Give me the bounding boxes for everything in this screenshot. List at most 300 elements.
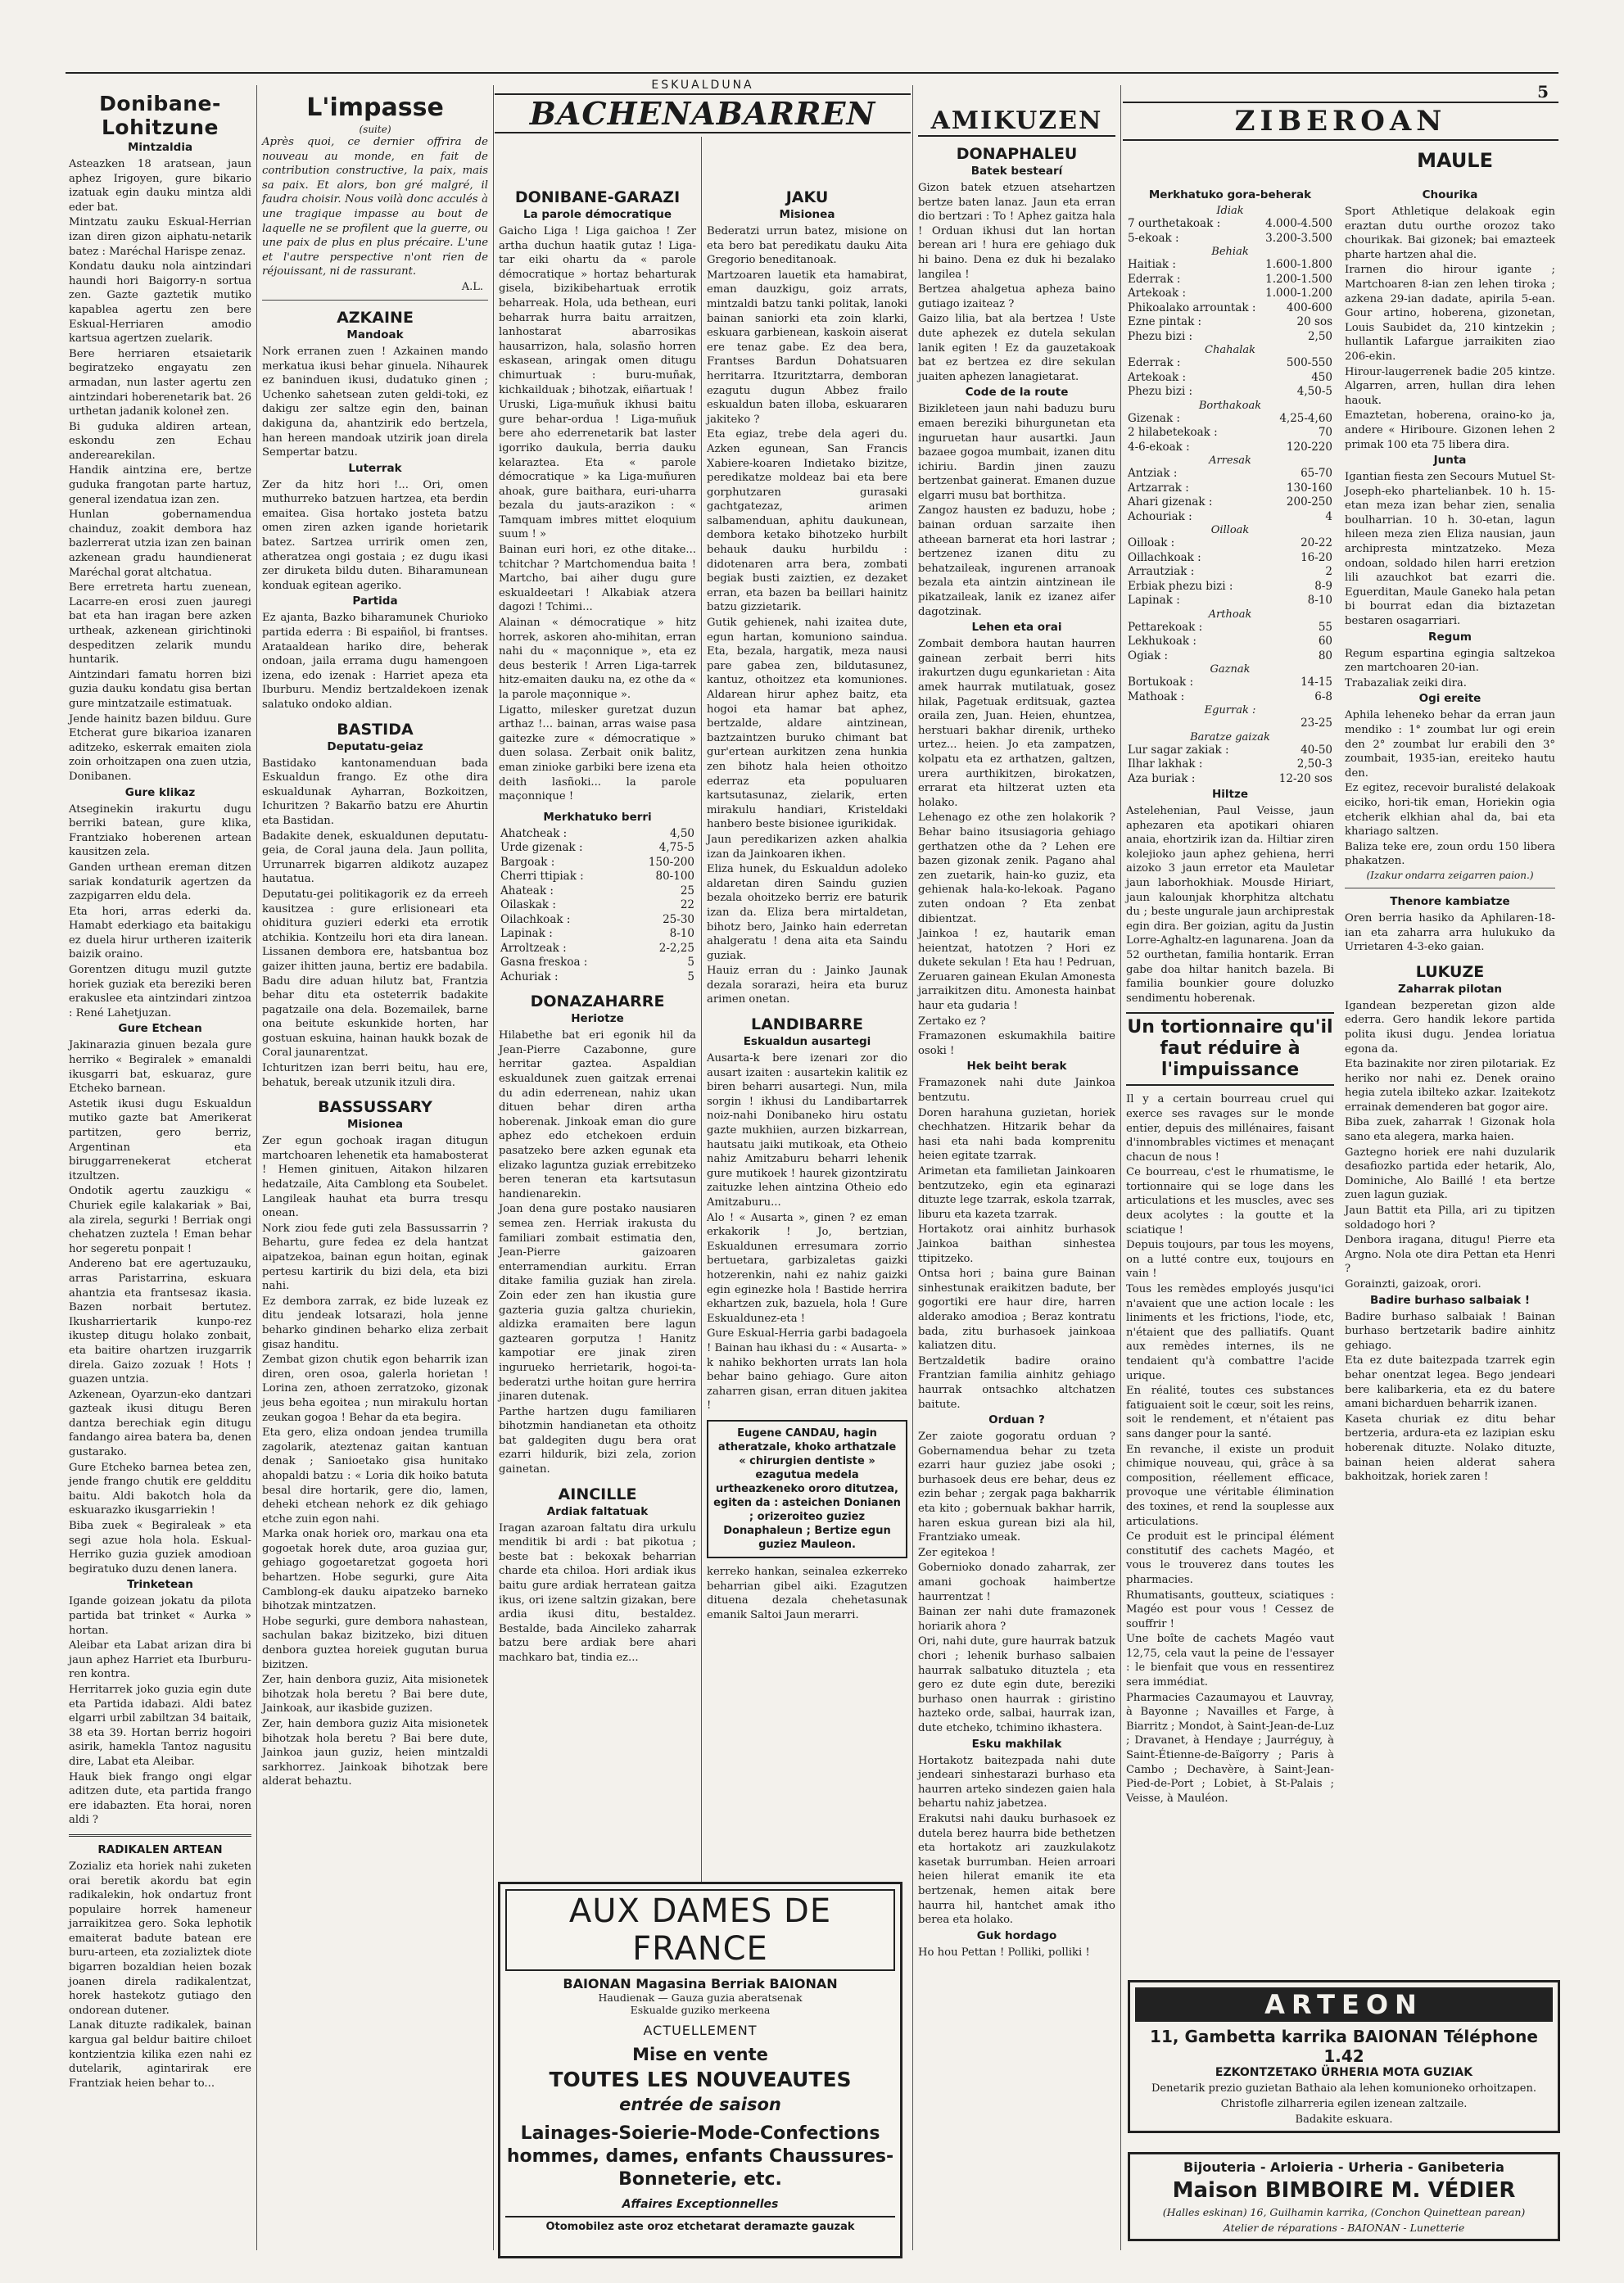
- article-paragraph: Igantian fiesta zen Secours Mutuel St-Joseph-eko phartelianbek. 10 h. 15-etan meza izan behar zien, senalia boulharrian. 10 h. 30-etan, lagun hileen meza zien Eliza nausian, jaun archipresta mintzatzeko. Meza ondoan, soldado hilen harri eretzion lili azauchkot bat ezarri die. Eguerditan, Maule Ganeko hala petan bi bourrat edan dia biztazetan bestaren osagarriari.: [1345, 471, 1555, 628]
- price-value: 20-22: [1301, 536, 1332, 549]
- price-row: [1126, 744, 1334, 758]
- article-paragraph: Zer da hitz hori !... Ori, omen muthurreko batzuen hartzea, eta berdin emaitea. Gisa hortako josteta batzu omen ziren azken igande horietarik batez. Sartzea urririk omen zen, atheratzea ongi gostaia ; ez dugu ikasi zer diruketa bildu duten. Biharamunean konduak egitean agerikо.: [262, 478, 488, 592]
- price-value: 4,50: [669, 826, 694, 840]
- article-paragraph: Denbora iragana, ditugu! Pierre eta Argno. Nola ote dira Pettan eta Henri ?: [1345, 1234, 1555, 1276]
- price-table: [1126, 536, 1334, 608]
- section-title: Heriotze: [571, 1012, 624, 1026]
- price-row: [1126, 217, 1334, 232]
- article-paragraph: kerreko hankan, seinalea ezkerreko beharrian gibel aiki. Ezagutzen dituena dezala chehetasunak emanik Saltoi Jaun merarri.: [707, 1565, 907, 1621]
- divider: [262, 300, 488, 301]
- section-title: Luterrak: [348, 461, 402, 475]
- section-title: Ardiak faltatuak: [546, 1504, 649, 1518]
- price-label: Urde gizenak :: [500, 841, 583, 855]
- article-paragraph: Kaseta churiak ez ditu behar bertzeria, ardura-eta ez lazipian esku hoberenak dituzte. Nolako dituzte, bainan heien alderat sahera bakhoitzak, horiek zaren !: [1345, 1413, 1555, 1484]
- ad-line: ACTUELLEMENT: [643, 2023, 758, 2038]
- article-paragraph: Ez egitez, recevoir buralisté delakoak eiciko, hori-tik eman, Horiekin ogia etcherik elkhian ahal da, bai eta khariago saltzen.: [1345, 782, 1555, 839]
- price-label: Antziak :: [1128, 467, 1178, 480]
- article-paragraph: Iragan azaroan faltatu dira urkulu menditik bi ardi : bat pikotua ; beste bat : bekoxak beharrian charde eta chiloa. Hori ardiak ikus baitu gure ardiak herratean gaitza ikus, ori izene saltzin gizakan, bere ardia ikusi ditu, bestaldez. Bestalde, bada Aincileko zaharrak batzu bere ardiak bere ahari machkaro bat, tindia ez...: [499, 1521, 696, 1664]
- section-title: Eskualdun ausartegi: [743, 1035, 871, 1049]
- ad-line: Atelier de réparations - BAIONAN - Lunetterie: [1223, 2222, 1465, 2234]
- section-title: Trinketean: [127, 1578, 193, 1592]
- article-paragraph: Framazonen eskumakhila baitire osoki !: [918, 1030, 1115, 1057]
- article-paragraph: Eta bazinakite nor ziren pilotariak. Ez heriko nor nahi ez. Denek oraino hegia zutela ibilteko azkar. Izaitekotz errainak demenderen bat gogor aire.: [1345, 1058, 1555, 1114]
- price-row: [499, 970, 696, 985]
- price-value: 25: [680, 884, 694, 897]
- town-heading: Donibane-Lohitzune: [99, 92, 221, 139]
- article-paragraph: Hortakotz baitezpada nahi dute jendeari sinhestarazi burhaso eta haurren arteko sindezen gaien hala behartu nahiz jabetzea.: [918, 1754, 1115, 1811]
- price-value: 16-20: [1301, 550, 1332, 564]
- price-label: Gizenak :: [1128, 411, 1180, 425]
- section-title: Guk hordago: [976, 1928, 1057, 1942]
- price-row: [1126, 580, 1334, 594]
- article-title: Un tortionnaire qu'il faut réduire à l'impuissance: [1126, 1012, 1334, 1086]
- price-label: Achouriak :: [1128, 509, 1192, 523]
- article-paragraph: En revanche, il existe un produit chimique nouveau, qui, grâce à sa composition, réellement efficace, provoque une véritable élimination des toxines, et rend la souplesse aux articulations.: [1126, 1443, 1334, 1528]
- price-row: [499, 942, 696, 956]
- price-row: [1126, 273, 1334, 287]
- price-table: [499, 827, 696, 985]
- region-heading: AMIKUZEN: [918, 106, 1115, 137]
- article-paragraph: Astelehenian, Paul Veisse, jaun aphezaren eta apotikari ohiaren anaia, ehortzirik izan da. Hiltiar ziren kolejioko jaun aphez gehiena, herri aizoko 3 jaun erretor eta Mauletar jaun laborhokhiak. Mousde Hiriart, jaun kalounjak khorphitza altchatu du ; beste ungurale jaun archiprestak egin dira. Ber goizian, agitu da Justin Lorre-Aghaltz-en lagunarena. Joan da 52 ourthetan, familia hontarik. Erran gabe doa hiltar hanitch bazela. Bi familia bounkier goure doluzko sendimentu hoberenak.: [1126, 805, 1334, 1005]
- article-paragraph: Sport Athletique delakoak egin eraztan dutu ourthe orozoz tako chourikak. Bai gizonek; bai emazteek pharte hartzen ahal die.: [1345, 206, 1555, 261]
- price-row: [1126, 635, 1334, 649]
- price-label: Lapinak :: [1128, 594, 1180, 607]
- price-row: [499, 927, 696, 942]
- ad-line: Badakite eskuara.: [1295, 2113, 1393, 2126]
- price-value: 80: [1318, 649, 1332, 662]
- section-title: Deputatu-geiaz: [327, 739, 423, 753]
- article-paragraph: Badakite denek, eskualdunen deputatu-geia, de Coral jauna dela. Jaun pollita, Urrunarrek bigarren aldikotz auzapez hautatua.: [262, 830, 488, 886]
- article-paragraph: Zer, hain dembora guziz Aita misionetek bihotzak hola beretu ? Bai bere dute, Jainkoa jaun guziz, heien mintzaldi sarkhorrez. Jainkoak bihotzak bere alderat behaztu.: [262, 1718, 488, 1788]
- article-paragraph: Gobernioko donado zaharrak, zer amani gochoak haimbertze haurrentzat !: [918, 1562, 1115, 1603]
- column-6a: [1123, 187, 1337, 2250]
- article-paragraph: Atseginekin irakurtu dugu berriki batean, gure klika, Frantziako hoberenen artean kausitzen zela.: [69, 802, 251, 859]
- price-value: 65-70: [1301, 467, 1332, 480]
- article-paragraph: Une boîte de cachets Magéo vaut 12,75, cela vaut la peine de l'essayer : le bienfait que vous en ressentirez sera immédiat.: [1126, 1633, 1334, 1689]
- price-row: [1126, 232, 1334, 246]
- price-value: 200-250: [1286, 495, 1332, 509]
- price-value: 70: [1318, 426, 1332, 439]
- article-paragraph: En réalité, toutes ces substances fatiguaient soit le cœur, soit les reins, soit le rendement, et n'étaient pas sans danger pour la santé.: [1126, 1385, 1334, 1440]
- article-paragraph: Joan dena gure postako nausiaren semea zen. Herriak irakusta du familiari zombait estimatia den, Jean-Pierre gaizoaren enterramendian aurkitu. Erran ditake familia guziak han zirela. Zoin eder zen han ikustia gure gazteria guzia galtza churiekin, aldizka eramaiten bere lagun gaztearen gorputza ! Hanitz kampotiar ere jinak ziren ingurueko herrietarik, hogoi-ta-bederatzi urthe hoitan gure herrira jinaren dutenak.: [499, 1203, 696, 1404]
- article-paragraph: Hauk biek frango ongi elgar aditzen dute, eta partida frango ere idabazten. Eta horai, noren aldi ?: [69, 1770, 251, 1827]
- price-row: [1126, 551, 1334, 566]
- article-paragraph: Gorainzti, gaizoak, orori.: [1345, 1278, 1482, 1291]
- article-paragraph: Pharmacies Cazaumayou et Lauvray, à Bayonne ; Navailles et Farge, à Biarritz ; Mondot, à Saint-Jean-de-Luz ; Dravanet, à Hendaye ; Jaurréguy, à Saint-Étienne-de-Baïgorry ; Paris à Cambo ; Dechavère, à Saint-Jean-Pied-de-Port ; Lobiet, à St-Palais ; Veisse, à Mauléon.: [1126, 1691, 1334, 1805]
- ad-title: ARTEON: [1135, 1987, 1553, 2022]
- ad-line: (Halles eskinan) 16, Guilhamin karrika, (Conchon Quinettean parean): [1162, 2206, 1526, 2218]
- article-paragraph: Framazonek nahi dute Jainkoa bentzutu.: [918, 1077, 1115, 1105]
- article-paragraph: Ligatto, milesker guretzat duzun arthaz !... bainan, arras waise pasa gaitezke zure « démocratique » duen solasa. Zerbait onik balitz, eman zinioke garbiki bere izena eta deith lasñoki... la parole maçonnique !: [499, 703, 696, 803]
- section-title: Mandoak: [346, 328, 404, 341]
- price-row: [1126, 287, 1334, 301]
- column-rule: [1120, 85, 1121, 2250]
- article-paragraph: Hilabethe bat eri egonik hil da Jean-Pierre Cazabonne, gure herritar gaztea. Aspaldian eskualdunek zuen gaitzak errenai du adin ederrenean, nahiz ukan dituen behar diren artha hoberenak. Jinkoak eman dio gure aphez edo etchekoen erduin pasatzeko bere azken egunak eta elizako laguntza guziak errebitzeko beren teneran eta kartsutasun handienarekin.: [499, 1029, 696, 1200]
- price-group-title: Gaznak: [1210, 663, 1251, 676]
- price-value: 5: [687, 956, 694, 970]
- price-value: 500-550: [1286, 356, 1332, 369]
- column-6b: [1341, 187, 1558, 2250]
- ad-line: entrée de saison: [619, 2095, 781, 2114]
- article-paragraph: Aphila leheneko behar da erran jaun mendiko : 1° zoumbat lur ogi erein den 2° zoumbat lur erabili den 3° zoumbait, 1935-ian, ereiteko hautu den.: [1345, 709, 1555, 780]
- article-paragraph: Ontsa hori ; baina gure Bainan sinhestunak eraikitzen badute, ber gogortiki ere haur dire, harren alderako amodioa ; Beraz kontratu bada, zitu burhasoek jainkoaa kaliatzen ditu.: [918, 1268, 1115, 1353]
- price-label: Haitiak :: [1128, 258, 1176, 271]
- article-paragraph: Zer, hain denbora guziz, Aita misionetek bihotzak hola beretu ? Bai bere dute, Jainkoak, aur ikasbide guzizen.: [262, 1674, 488, 1716]
- price-value: 4,50-5: [1296, 385, 1332, 398]
- article-paragraph: Zozializ eta horiek nahi zuketen orai beretik akordu bat egin radikalekin, hok ondartuz front populaire horrek hameneur jarraikitzea gero. Soka lephotik emaiterat badute batean ere buru-arteen, eta zozializtek diote bigarren bozaldian heien bozak joanen direla radikalentzat, horek hastekotz gutiago den ondorean dutener.: [69, 1860, 251, 2017]
- article-paragraph: Bertzaldetik badire oraino Frantzian familia ainhitz gehiago haurrak ontsachko altchatzen baitute.: [918, 1354, 1115, 1411]
- price-row: [1126, 621, 1334, 635]
- ad-title: AUX DAMES DE FRANCE: [505, 1889, 895, 1971]
- price-row: [499, 841, 696, 856]
- article-paragraph: Parthe hartzen dugu familiaren bihotzmin handianetan eta othoitz bat galdegiten dugu bera orat ezarri hildurik, bizi zela, zorion gainetan.: [499, 1405, 696, 1476]
- price-row: [499, 827, 696, 842]
- article-paragraph: Ce produit est le principal élément constitutif des cachets Magéo, et vous le trouverez dans toutes les pharmacies.: [1126, 1530, 1334, 1586]
- price-row: [1126, 467, 1334, 481]
- article-paragraph: Eta ez dute baitezpada tzarrek egin behar onentzat legea. Bego jendeari bere kalibarkeria, eta ez du batere amani bicharduen beharrik izanen.: [1345, 1354, 1555, 1411]
- dames-de-france-advertisement: [498, 1882, 902, 2258]
- price-table: [1126, 258, 1334, 344]
- section-title: Mintzaldia: [127, 141, 193, 154]
- article-paragraph: Zangoz hausten ez baduzu, hobe ; bainan orduan sarzaite ihen atheean barnerat eta hori lastrar ; bertzenez izanen ditu zu behatzaileak, ingurenen arranoak bezala eta aintzin aintzinean ile pikatzaileak, lanik ez izanez aifer dagotzinak.: [918, 504, 1115, 618]
- article-paragraph: Gure Etcheko barnea betea zen, jende frango chutik ere geldditu baitu. Aldi bakotch hola da eskuarazko ikusgarriekin !: [69, 1461, 251, 1517]
- price-row: [1126, 481, 1334, 496]
- section-title: Misionea: [347, 1118, 403, 1132]
- section-title: Misionea: [779, 208, 835, 221]
- section-title: Esku makhilak: [971, 1737, 1062, 1751]
- article-paragraph: Gaicho Liga ! Liga gaichoa ! Zer artha duchun haatik gutaz ! Liga-tar eiki ohartu da « parole démocratique » hortaz beharturak gisela, bizikibehartuak errotik beharreak. Hola, uda bethean, euri beharrak hurra baitu arraitzen, lanhostarat abarrosikas hausarrizon, hala, solasño horren eskasean, aringak omen ditugu chimurtuak : buru-muñak, kichkailduak ; bihotzak, eiñartuak !: [499, 225, 696, 396]
- article-paragraph: Ez dembora zarrak, ez bide luzeak ez ditu jendeak lotsarazi, hola jenne beharko gindinen beharko eliza zerbait gisaz handitu.: [262, 1295, 488, 1351]
- article-paragraph: Ez ajanta, Bazko biharamunek Churioko partida ederra : Bi espaiñol, bi frantses. Arataaldean hariko dire, beherak ondoan, jaila errama dugu hamengoen izena, edo izenak : Harriet apeza eta Iburburu. Mendiz bertzaldekoen izenak salatuko ondoko aldian.: [262, 612, 488, 711]
- article-paragraph: Zombait dembora hautan haurren gainean zerbait berri hits irakurtzen dugu egunkarietan : Aita amek haurrak mutilatuak, gosez hilak, Pagetuak erditsuak, gaztea oraila zen, Juan. Heien, ehuntzea, herstuari bakhar direnik, urtheko urtez... heien. Jo eta zampatzen, kolpatu eta ez arthatzen, galtzen, urera aurthikitzen, birokatzen, errarat eta hiltzerat uzten eta holako.: [918, 638, 1115, 809]
- top-rule: [66, 72, 1558, 74]
- article-paragraph: Trabazaliak zeiki dira.: [1345, 676, 1467, 689]
- article-paragraph: Biba zuek « Begiraleak » eta segi azue hola hola. Eskual-Herriko guzia guziek amodioan begiratuko duzu denen lanera.: [69, 1520, 251, 1575]
- ad-line: Eskualde guziko merkeena: [630, 2004, 771, 2016]
- article-paragraph: Alo ! « Ausarta », ginen ? ez eman erkakorik ! Jo, bertzian, Eskualdunen erresumara zorrio bertuetara, garbizaletas gaizki hotzerenkin, nahi ez nahiz gaizki egin eginezke hola ! Bastide herrira ekhartzen zuk, bazuela, hola ! Gure Eskualdunez-eta !: [707, 1211, 907, 1325]
- column-2: [259, 85, 491, 2250]
- price-row: [499, 956, 696, 970]
- section-title: Lehen eta orai: [971, 621, 1062, 635]
- region-heading: ZIBEROAN: [1123, 102, 1558, 141]
- price-value: 450: [1311, 370, 1332, 384]
- article-paragraph: Nork ziou fede guti zela Bassussarrin ? Behartu, gure fedea ez dela hantzat aipatzekoa, bainan egun hoitan, eginak pertesu kartirik du bizi dela, eta bizi nahi.: [262, 1222, 488, 1293]
- price-row: [1126, 301, 1334, 316]
- price-label: Ahatcheak :: [500, 826, 568, 840]
- masthead-small: ESKUALDUNA: [651, 79, 754, 92]
- article-paragraph: Gaztegno horiek ere nahi duzularik desafiozko partida eder hetarik, Alo, Dominiche, Alo Baillé ! eta bertze zuen lagun guziak.: [1345, 1146, 1555, 1202]
- section-title: Badire burhaso salbaiak !: [1370, 1293, 1530, 1307]
- article-paragraph: Jaun Battit eta Pilla, ari zu tipitzen soldadogo hori ?: [1345, 1205, 1555, 1232]
- price-row: [1126, 510, 1334, 525]
- price-value: 2,50: [1307, 329, 1332, 343]
- price-value: 8-10: [669, 927, 694, 941]
- ad-line: EZKONTZETAKO ÜRHERIA MOTA GUZIAK: [1215, 2066, 1473, 2079]
- price-value: 120-220: [1286, 440, 1332, 454]
- price-value: 6-8: [1314, 689, 1332, 703]
- price-label: Lekhukoak :: [1128, 635, 1197, 648]
- price-value: 130-160: [1286, 481, 1332, 495]
- article-paragraph: Gizon batek etzuen atsehartzen bertze baten lanaz. Jaun eta erran dio bertzari : To ! Aphez gaitza hala ! Orduan ikhusi dut lan hortan berean ari ! hura ere gehiago duk hi baino. Dena ez duk hi bezalako langilea !: [918, 182, 1115, 281]
- article-paragraph: Ganden urthean ereman ditzen sariak kondaturik agertzen da zazpigarren eldu dela.: [69, 861, 251, 903]
- price-label: Phezu bizi :: [1128, 329, 1193, 343]
- price-row: [1126, 536, 1334, 551]
- price-value: 14-15: [1301, 676, 1332, 689]
- masthead-title: BACHENABARREN: [495, 93, 911, 133]
- ad-line: 11, Gambetta karrika BAIONAN Téléphone 1.42: [1150, 2027, 1538, 2066]
- article-paragraph: Gure Eskual-Herria garbi badagoela ! Bainan hau ikhasi du : « Ausarta- » k nahiko bekhorten urrats lan hola behar baino gehiago. Gure aiton zaharren gisan, erran dituen jakitea !: [707, 1327, 907, 1413]
- article-paragraph: Hunlan gobernamendua chainduz, zoakit dembora haz bazlerrerat utzia izan zen bainan azkenean gradu haundienerat Maréchal gorat altchatua.: [69, 509, 251, 579]
- price-value: 400-600: [1286, 301, 1332, 314]
- price-row: [1126, 649, 1334, 664]
- article-paragraph: Igande goizean jokatu da pilota partida bat trinket « Aurka » hortan.: [69, 1595, 251, 1637]
- column-rule: [493, 85, 494, 2250]
- price-label: 5-ekoak :: [1128, 231, 1179, 245]
- article-paragraph: Zertako ez ?: [918, 1015, 986, 1028]
- price-label: Ederrak :: [1128, 272, 1181, 286]
- price-value: 60: [1318, 635, 1332, 648]
- article-title: L'impasse: [306, 93, 444, 122]
- price-label: Erbiak phezu bizi :: [1128, 579, 1233, 593]
- price-label: Oilachkoak :: [500, 912, 571, 926]
- price-value: 4: [1325, 509, 1332, 523]
- ad-line: Lainages-Soierie-Mode-Confections hommes, dames, enfants Chaussures-Bonneterie, etc.: [506, 2123, 894, 2190]
- article-paragraph: Deputatu-gei politikagorik ez da erreeh kausitzea : gure erlisioneari eta ohiditura guzieri ederki eta errotik atchikia. Kontzeilu hori eta dira lanean. Lissanen dembora ere, hatsbantua boz gaizer ihitten jauna, bertiz ere badabila. Badu dire aduan hilutz bat, Frantzia behar ditu eta osteterrik badakite pagatzaile ona dela. Bozemailek, barne ona beitute eskunkide horten, har gostuan eskuina, hainan haukk bozak de Coral jaunarentzat.: [262, 888, 488, 1060]
- arteon-advertisement: [1128, 1980, 1560, 2133]
- price-label: Arroltzeak :: [500, 941, 567, 955]
- price-label: Cherri ttipiak :: [500, 870, 584, 884]
- price-group-title: Idiak: [1216, 205, 1244, 217]
- price-label: Ezne pintak :: [1128, 315, 1202, 328]
- article-paragraph: Alainan « démocratique » hitz horrek, askoren aho-mihitan, erran nahi du « maçonnique », eta ez deus besterik ! Arren Liga-tarrek hitz-emaiten dauku na, ez othe da « la parole maçonnique ».: [499, 617, 696, 701]
- price-label: Ederrak :: [1128, 356, 1181, 369]
- price-group-title: Oilloak: [1210, 524, 1250, 536]
- price-row: [1126, 594, 1334, 608]
- article-subtitle: (suite): [359, 124, 391, 135]
- price-label: Ahateak :: [500, 884, 554, 897]
- article-paragraph: Ondotik agertu zauzkigu « Churiek egile kalakariak » Bai, ala zirela, segurki ! Berriak ongi chehatzen zuztela ! Eman behar hor segeretu ponpait !: [69, 1185, 251, 1255]
- article-paragraph: Azkenean, Oyarzun-eko dantzari gazteak ikusi ditugu Beren dantza berechiak egin ditugu fandango airea batera ba, denen gustarako.: [69, 1388, 251, 1459]
- price-value: 1.600-1.800: [1265, 258, 1332, 271]
- section-title: Chourika: [1422, 188, 1478, 201]
- ad-line: BAIONAN Magasina Berriak BAIONAN: [563, 1976, 838, 1991]
- column-1: [66, 85, 255, 2250]
- dentist-advertisement: Eugene CANDAU, hagin atheratzale, khoko arthatzale « chirurgien dentiste » ezagutua medela urtheazkeneko ororo ditutzea, egiten da : asteichen Donianen ; orizeroiteo guziez Donaphaleun ; Bertize egun guziez Mauleon.: [707, 1420, 907, 1558]
- article-paragraph: Ichturitzen izan berri beitu, hau ere, behatuk, bereak utzunik itzuli dira.: [262, 1062, 488, 1089]
- price-value: 20 sos: [1296, 315, 1332, 328]
- section-title: Orduan ?: [988, 1413, 1045, 1427]
- price-value: 25-30: [663, 912, 694, 926]
- price-label: Artekoak :: [1128, 370, 1186, 384]
- signature: A.L.: [461, 280, 483, 293]
- column-rule: [912, 85, 913, 2250]
- price-table: [1126, 621, 1334, 664]
- price-group-title: Arresak: [1209, 454, 1251, 467]
- price-value: 2,50-3: [1296, 757, 1332, 771]
- price-value: 1.000-1.200: [1265, 287, 1332, 300]
- price-value: 12-20 sos: [1278, 771, 1332, 785]
- section-title: RADIKALEN ARTEAN: [97, 1842, 223, 1856]
- article-paragraph: Bainan zer nahi dute framazonek horiarik ahora ?: [918, 1606, 1115, 1633]
- article-paragraph: Oren berria hasiko da Aphilaren-18-ian eta zaharra arra hulukuko da Urrietaren 4-3-eko gaian.: [1345, 911, 1555, 954]
- section-title: Ogi ereite: [1418, 692, 1482, 706]
- section-title: Partida: [352, 594, 398, 608]
- ad-line: Bijouteria - Arloieria - Urheria - Ganibeteria: [1183, 2159, 1504, 2175]
- article-paragraph: Zer egun gochoak iragan ditugun martchoaren lehenetik eta hamabosterat ! Hemen ginituen, Aitakon hilzaren hedatzaile, Aita Camblong eta Soubelet. Langileak hauhat eta burra tresqu onean.: [262, 1135, 488, 1220]
- article-paragraph: Ho hou Pettan ! Polliki, polliki !: [918, 1946, 1090, 1959]
- article-paragraph: Nork erranen zuen ! Azkainen mando merkatua ikusi behar ginuela. Nihaurek ez baninduen ikusi, dudatuko ginen ; Uchenko sahetsean zuten geldi-toki, ez dakigu zer saltze egin den, bainan dakiguna da, ahantzirik edo bertzela, han hereen mandoak utzirik joan direla Sempertar batzu.: [262, 345, 488, 459]
- article-paragraph: Hobe segurki, gure dembora nahastean, sachulan bakaz bizitzeko, bizi dituen denbora guztea horeiek gugutan burua bizitzen.: [262, 1615, 488, 1671]
- article-paragraph: Eta gero, eliza ondoan jendea trumilla zagolarik, ateztenaz gaitan kantuan denak ; Sanioetako gisa hunitako ahopaldi batzu : « Loria dik hoiko batuta besal dire hortarik, gere dio, lamen, deheki etchean nehork ez dik gehiago etche zuin egon nahi.: [262, 1426, 488, 1526]
- price-group-title: Borthakoak: [1198, 399, 1262, 412]
- article-paragraph: Bastidako kantonamenduan bada Eskualdun frango. Ez othe dira eskualdunak Ayharran, Bozkoitzen, Ichuritzen ? Bakarño batzu ere Ahurtin eta Bastidan.: [262, 757, 488, 827]
- price-row: [1126, 772, 1334, 787]
- price-row: [1126, 757, 1334, 772]
- price-row: [1126, 356, 1334, 371]
- price-label: 4-6-ekoak :: [1128, 440, 1190, 454]
- ad-line: Affaires Exceptionnelles: [622, 2198, 779, 2211]
- article-paragraph: Uruski, Liga-muñuk ikhusi baitu gure behar-ordua ! Liga-muñuk bere aho ederrenetarik bat laster igorriko daukula, berria dauku kelaraztea. Eta « parole démocratique » ka Liga-muñuren ahoak, gure baithara, euri-uharra bezala du jauts-arazikon : « Tamquam imbres mittet eloquium suum ! »: [499, 399, 696, 541]
- price-label: Ahari gizenak :: [1128, 495, 1213, 509]
- article-paragraph: Lehenago ez othe zen holakorik ? Behar baino itsusiagoria gehiago gerthatzen othe da ? Lehen ere bazen gizonak zenik. Pagano ahal zen zuetarik, hain-ko guziz, eta gehienak hala-ko-lekoak. Pagano zuten ondoan ? Eta zenbat dibientzat.: [918, 811, 1115, 925]
- price-label: Phezu bizi :: [1128, 385, 1193, 398]
- ad-line: Christofle zilharreria egilen izenean zaltzaile.: [1220, 2098, 1468, 2110]
- article-paragraph: Asteazken 18 aratsean, jaun aphez Irigoyen, gure bikario izatuak egin dauku mintza aldi eder bat.: [69, 158, 251, 214]
- town-heading: AINCILLE: [558, 1485, 637, 1503]
- price-table: [1126, 356, 1334, 400]
- price-label: Oillachkoak :: [1128, 550, 1201, 564]
- ziberoan-header: [1123, 98, 1558, 174]
- article-paragraph: Herritarrek joko guzia egin dute eta Partida idabazi. Aldi batez elgarri urbil zabiltzan 34 baitaik, 38 eta 39. Hortan berriz hogoiri asirik, hamekla Tantoz nagusitu dire, Labat eta Aleibar.: [69, 1683, 251, 1768]
- article-paragraph: Ce bourreau, c'est le rhumatisme, le tortionnaire qui se loge dans les articulations et les muscles, avec ses deux acolytes : la goutte et la sciatique !: [1126, 1166, 1334, 1236]
- section-title: Junta: [1433, 454, 1467, 468]
- price-label: Lapinak :: [500, 927, 553, 941]
- price-value: 2: [1325, 565, 1332, 578]
- price-value: 2-2,25: [658, 941, 694, 955]
- section-title: Gure Etchean: [118, 1022, 202, 1036]
- article-paragraph: Bere erretreta hartu zuenean, Lacarre-en erosi zuen jauregi bat eta han iragan bere azken urtheak, azkenean girichtinoki despeditzen zelarik mundu huntarik.: [69, 581, 251, 667]
- town-heading: BASTIDA: [337, 720, 414, 739]
- price-row: [1126, 426, 1334, 441]
- bimboire-advertisement: [1128, 2152, 1560, 2241]
- price-label: 2 hilabetekoak :: [1128, 426, 1218, 439]
- section-title: Thenore kambiatze: [1390, 894, 1510, 908]
- town-heading: DONAZAHARRE: [530, 992, 665, 1011]
- section-title: Regum: [1428, 630, 1472, 644]
- price-table: [1126, 217, 1334, 246]
- ad-line: Mise en vente: [632, 2045, 768, 2064]
- price-row: [499, 898, 696, 913]
- price-label: Bortukoak :: [1128, 676, 1193, 689]
- article-paragraph: Irarnen dio hirour igante ; Martchoaren 8-ian zen lehen tiroka ; azkena 29-ian dadate, apirila 5-ean. Gour artino, hoberena, gizonetan, Louis Saubidet da, 210 kintzekin ; hullantik Lafargue jarraikiten ziao 206-ekin.: [1345, 264, 1555, 363]
- price-value: 1.200-1.500: [1265, 272, 1332, 286]
- price-value: 4,75-5: [658, 841, 694, 855]
- article-paragraph: Gorentzen ditugu muzil gutzte horiek guziak eta bereziki beren erakuslee eta aintzindari zintzoa : René Lahetjuzan.: [69, 964, 251, 1019]
- article-paragraph: Zembat gizon chutik egon beharrik izan diren, oren osoa, galerla horietan ! Lorina zen, athoen zerratzoko, gizonak jeus beha egoitea ; nun mirakulu hortan zeukan gogoa ! Behar da eta begira.: [262, 1354, 488, 1424]
- price-group-title: Chahalak: [1205, 344, 1255, 356]
- price-label: Lur sagar zakiak :: [1128, 743, 1229, 757]
- article-paragraph: Martzoaren lauetik eta hamabirat, eman dauzkigu, goiz arrats, mintzaldi batzu tanki politak, lanoki bainan saniorki eta zoin klarki, eskuara garbienean, kaskoin aiserat ere tenaz gabe. Ez dea bera, Frantses Bardun Dohatsuaren herritarra. Itzuritztarra, demboran ezagutu dugun Abbez frailo eskualdun baten illoba, eskuararen jakiteko ?: [707, 269, 907, 426]
- price-label: Phikoalako arrountak :: [1128, 301, 1256, 314]
- price-value: 8-9: [1314, 579, 1332, 593]
- section-title: Hek beiht berak: [966, 1060, 1067, 1074]
- article-paragraph: Astetik ikusi dugu Eskualdun mutiko gazte bat Amerikerat partitzen, gero berriz, Argentinan eta biruggarrenekerat etcherat itzultzen.: [69, 1097, 251, 1182]
- price-label: 7 ourthetakoak :: [1128, 217, 1221, 230]
- article-paragraph: Gaizo lilia, bat ala bertzea ! Uste dute aphezek ez dutela sekulan lanik egiten ! Ez da gauzetakoak bat ez bertzea ez dire sekulan juaiten aphezen lanagietarat.: [918, 313, 1115, 383]
- price-row: [1126, 371, 1334, 386]
- price-label: Mathoak :: [1128, 689, 1185, 703]
- price-value: 8-10: [1307, 594, 1332, 607]
- price-label: Achuriak :: [500, 970, 559, 983]
- section-title: Code de la route: [965, 386, 1069, 400]
- price-table: [1126, 412, 1334, 455]
- article-paragraph: Bere herriaren etsaietarik begiratzeko engayatu zen armadan, nun laster agertu zen aintzindari hoberenetarik bat. 26 urthetan jadanik koloneł zen.: [69, 347, 251, 418]
- town-heading: LUKUZE: [1415, 962, 1485, 981]
- article-paragraph: Ausarta-k bere izenari zor dio ausart izaiten : ausartekin kalitik ez biren beharri ausartegi. Nun, mila sorgin ! ikhusi du Landibartarrek noiz-nahi Donibaneko hiru ostatu gazte mukhiien, aurzen bizkarrean, hautsatu jaiki mutikoak, eta Otheio nahiz Amitzaburu beharri lehenik gure mutikoek ! haurek gizontziratu zaituzke lehen aintzina Otheio edo Amitzaburu...: [707, 1052, 907, 1209]
- town-heading: LANDIBARRE: [751, 1015, 863, 1034]
- article-paragraph: Tous les remèdes employés jusqu'ici n'avaient que une action locale : les liniments et les frictions, l'iode, etc, n'étaient que des palliatifs. Quant aux remèdes internes, ils ne tendaient qu'à combattre l'acide urique.: [1126, 1283, 1334, 1382]
- article-paragraph: Jaun peredikarizen azken ahalkia izan da Jainkoaren ikhen.: [707, 833, 907, 861]
- article-paragraph: Zer zaiote gogoratu orduan ? Gobernamendua behar zu tzeta ezarri haur guziez jabe osoki ; burhasoek deus ere behar, deus ez ezin behar ; zergak paga bakharrik eta kito ; gobernuak bakhar harrik, haren eskua gurean bizi ala hil, Frantziako umeak.: [918, 1431, 1115, 1544]
- article-paragraph: Il y a certain bourreau cruel qui exerce ses ravages sur le monde entier, depuis des millénaires, faisant d'innombrables victimes et menaçant chacun de nous !: [1126, 1093, 1334, 1164]
- article-paragraph: Kondatu dauku nola aintzindari haundi hori Baigorry-n sortua zen. Gazte gaztetik mutiko kapablea agertu zen bere Eskual-Herriaren amodio kartsua agertzen zuelarik.: [69, 260, 251, 346]
- article-paragraph: Lanak dituzte radikalek, bainan kargua gal beldur baitire chiloet kontzientzia kilika ezen nahi ez dutelarik, agintarirak ere Frantziak heien behar to...: [69, 2019, 251, 2090]
- price-group-title: Arthoak: [1208, 608, 1252, 621]
- article-paragraph: Marka onak horiek oro, markau ona eta gogoetak horek dute, aroa guziaa gur, gehiago gogoetaretzat gogoeta hori behartzen. Hobe segurki, gure Aita Camblong-ek dauku aipatzeko barneko bihotzak mintzatzen.: [262, 1528, 488, 1613]
- article-paragraph: Ori, nahi dute, gure haurrak batzuk chori ; lehenik burhaso salbaien haurrak salbatuko dituztela ; eta gero ez dute egin dute, bereziki burhaso onen haurrak : giristino hazteko orde, salbai, haurrak izan, dute etcheko, tchimino ikhastera.: [918, 1635, 1115, 1734]
- price-label: Pettarekoak :: [1128, 620, 1203, 634]
- column-rule: [256, 85, 257, 2250]
- section-title: Merkhatuko berri: [543, 810, 652, 824]
- price-row: [1126, 315, 1334, 330]
- section-title: Hiltze: [1211, 788, 1249, 801]
- price-row: [499, 856, 696, 870]
- town-heading: MAULE: [1417, 149, 1493, 172]
- price-value: 5: [687, 970, 694, 983]
- price-value: 40-50: [1301, 743, 1332, 757]
- price-group-title: Baratze gaizak: [1190, 730, 1270, 744]
- price-row: [1126, 385, 1334, 400]
- article-paragraph: Bainan euri hori, ez othe ditake... tchitchar ? Martchomendua baita ! Martcho, bai aiher dugu gure eskualdeetari ! Alkabiak atzera dagozi ! Tchimi...: [499, 544, 696, 614]
- town-heading: DONIBANE-GARAZI: [514, 188, 681, 206]
- article-paragraph: Jainkoa ! ez, hautarik eman heientzat, hatotzen ? Hori ez dukete sekulan ! Eta hau ! Pedruan, Zeruaren gainean Ekulan Amonesta jarraikitzen ditu. Amonesta hainbat haur eta gudaria !: [918, 928, 1115, 1013]
- price-table: [1126, 467, 1334, 524]
- price-label: Ogiak :: [1128, 649, 1169, 662]
- price-group-title: Behiak: [1211, 246, 1249, 258]
- price-label: Oilloak :: [1128, 536, 1175, 549]
- article-paragraph: Jende hainitz bazen bilduu. Gure Etcherat gure bikarioa izanaren aditzeko, eskerrak emaiten ziola zoin orhoitzapen ona zuen utzia, Donibanen.: [69, 712, 251, 783]
- article-paragraph: Hortakotz orai ainhitz burhasok Jainkoa baithan sinhestea ttipitzeko.: [918, 1223, 1115, 1265]
- article-paragraph: Zer egitekoa !: [918, 1546, 996, 1559]
- town-heading: DONAPHALEU: [956, 145, 1078, 163]
- article-paragraph: Hauiz erran du : Jainko Jaunak dezala sorarazi, heira eta buruz arimen onetan.: [707, 965, 907, 1006]
- article-paragraph: Baliza teke ere, zoun ordu 150 libera phakatzen.: [1345, 840, 1555, 868]
- price-table: [1126, 717, 1334, 731]
- article-paragraph: Eliza hunek, du Eskualdun adoleko aldaretan diren Saindu guzien bezala ohoitzeko berriz ere baturik izan da. Eliza bera mirtaldetan, bihotz bero, Jainko hain ederretan ahalgeratu ! dena aita eta Saindu guziak.: [707, 863, 907, 962]
- price-label: Aza buriak :: [1128, 771, 1196, 785]
- price-row: [499, 884, 696, 899]
- ad-line: TOUTES LES NOUVEAUTES: [549, 2068, 852, 2091]
- price-row: [1126, 690, 1334, 705]
- ad-title: Maison BIMBOIRE M. VÉDIER: [1172, 2178, 1516, 2203]
- price-value: 4,25-4,60: [1279, 411, 1332, 425]
- divider: [69, 1834, 251, 1837]
- article-paragraph: Bizikleteen jaun nahi baduzu buru emaen bereziki bihurgunetan eta inguruetan haur ausartki. Jaun bazaee gogoa mumbait, izanen ditu ichiriu. Bardin jinen zauzu bertzenbat gainerat. Emanen duzue elgarri musu bat borthitza.: [918, 403, 1115, 502]
- section-title: Gure klikaz: [124, 785, 196, 799]
- price-row: [1126, 565, 1334, 580]
- price-value: 22: [680, 898, 694, 912]
- article-paragraph: Handik aintzina ere, bertze guduka frangotan parte hartuz, general izendatua izan zen.: [69, 464, 251, 506]
